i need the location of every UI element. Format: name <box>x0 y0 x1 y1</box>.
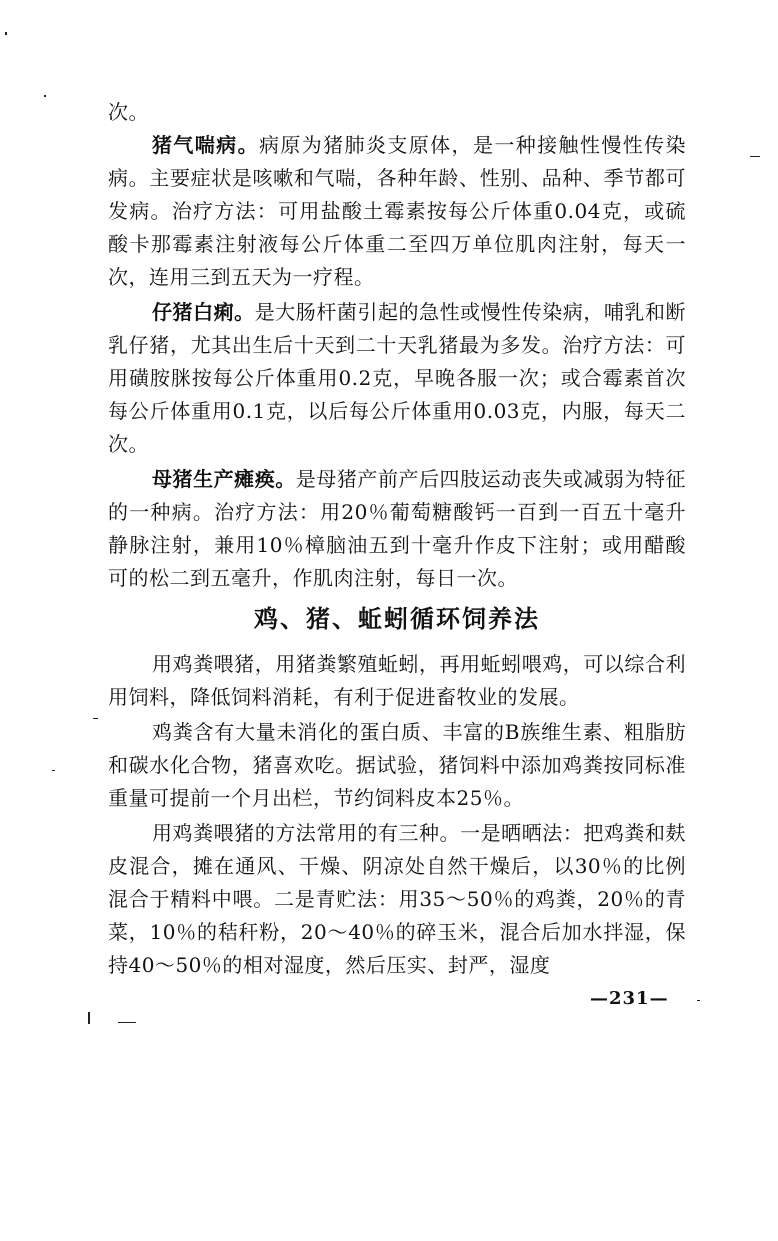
paragraph-feeding-methods: 用鸡粪喂猪的方法常用的有三种。一是晒晒法：把鸡粪和麸皮混合，摊在通风、干燥、阴凉处自然干燥后，以30％的比例混合于精料中喂。二是青贮法：用35～50％的鸡粪，20％的青菜，10％的秸秆粉，20～40％的碎玉米，混合后加水拌湿，保持40～50％的相对湿度，然后压实、封严，湿度 <box>108 821 686 977</box>
page-number: —231— <box>590 988 669 1009</box>
paragraph-manure-nutrition: 鸡粪含有大量未消化的蛋白质、丰富的B族维生素、粗脂肪和碳水化合物，猪喜欢吃。据试验，猪饲料中添加鸡粪按同标准重量可提前一个月出栏，节约饲料皮本25％。 <box>108 720 686 810</box>
feeding-section <box>108 648 686 982</box>
section-heading: 鸡、猪、蚯蚓循环饲养法 <box>254 604 540 633</box>
scan-speck <box>44 95 46 97</box>
paragraph-intro: 用鸡粪喂猪，用猪粪繁殖蚯蚓，再用蚯蚓喂鸡，可以综合利用饲料，降低饲料消耗，有利于促进畜牧业的发展。 <box>108 652 686 709</box>
scan-speck <box>5 32 7 35</box>
paragraph-piglet-white-dysentery <box>108 296 686 461</box>
paragraph-lead: 仔猪白痢。 <box>152 300 255 324</box>
scan-speck <box>52 770 55 771</box>
paragraph-swine-asthma <box>108 129 686 294</box>
scan-speck <box>118 1022 136 1023</box>
scan-speck <box>93 718 98 719</box>
continuation-line: 次。 <box>108 100 149 124</box>
scan-speck <box>697 1000 700 1001</box>
paragraph-lead: 母猪生产瘫痪。 <box>152 467 296 491</box>
disease-section <box>108 96 686 595</box>
scan-speck <box>88 1012 90 1024</box>
paragraph-body: 是母猪产前产后四肢运动丧失或减弱为特征的一种病。治疗方法：用20％葡萄糖酸钙一百到一百五十毫升静脉注射，兼用10％樟脑油五到十毫升作皮下注射；或用醋酸可的松二到五毫升，作肌肉注射，每日一次。 <box>108 467 687 590</box>
paragraph-body: 是大肠杆菌引起的急性或慢性传染病，哺乳和断乳仔猪，尤其出生后十天到二十天乳猪最为多发。治疗方法：可用磺胺脒按每公斤体重用0.2克，早晚各服一次；或合霉素首次每公斤体重用0.1克，以后每公斤体重用0.03克，内服，每天二次。 <box>108 300 687 456</box>
paragraph-body: 病原为猪肺炎支原体，是一种接触性慢性传染病。主要症状是咳嗽和气喘，各种年龄、性别、品种、季节都可发病。治疗方法：可用盐酸土霉素按每公斤体重0.04克，或硫酸卡那霉素注射液每公斤体重二至四万单位肌肉注射，每天一次，连用三到五天为一疗程。 <box>108 133 687 289</box>
paragraph-sow-paralysis <box>108 463 686 595</box>
paragraph-lead: 猪气喘病。 <box>152 133 259 157</box>
scan-speck <box>750 156 760 157</box>
